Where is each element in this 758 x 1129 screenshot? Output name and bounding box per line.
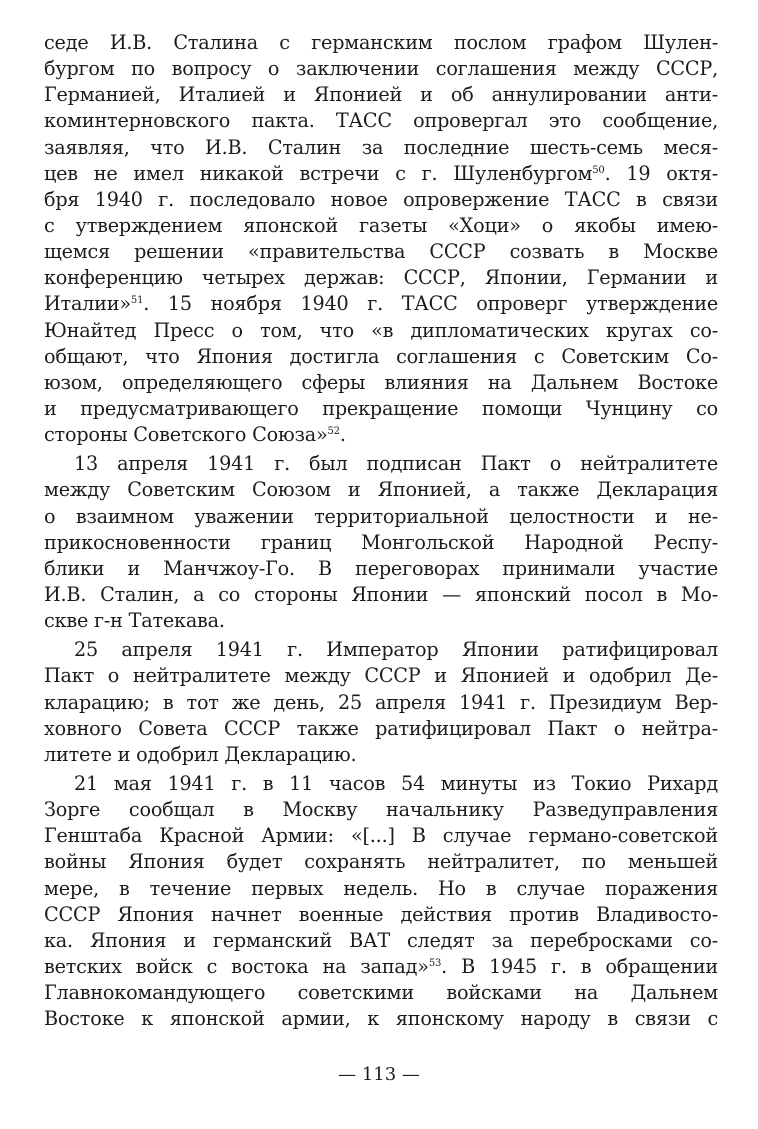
text-fragment: стороны Советского Союза»: [44, 423, 328, 447]
text-line: Зорге сообщал в Москву начальнику Разведуправления: [44, 798, 718, 822]
text-fragment: . 19 октя-: [604, 161, 718, 185]
text-line: ховного Совета СССР также ратифицировал Пакт о нейтра-: [44, 716, 718, 740]
footnote-ref-53: 53: [428, 957, 442, 969]
footnote-ref-52: 52: [327, 426, 340, 438]
text-line: бря 1940 г. последовало новое опровержение ТАСС в связи: [44, 187, 718, 211]
paragraph-start: 25 апреля 1941 г. Император Японии ратифицировал: [74, 638, 718, 662]
text-fragment: цев не имел никакой встречи с г. Шуленбургом: [44, 161, 593, 185]
text-fragment: Италии»: [44, 292, 131, 316]
text-line: заявляя, что И.В. Сталин за последние шесть-семь меся-: [44, 135, 718, 159]
text-fragment: . В 1945 г. в обращении: [441, 954, 718, 978]
text-line: СССР Япония начнет военные действия против Владивосто-: [44, 902, 718, 926]
text-line: Германией, Италией и Японией и об аннулировании анти-: [44, 83, 718, 107]
text-line: Востоке к японской армии, к японскому народу в связи с: [44, 1007, 718, 1031]
text-fragment: ветских войск с востока на запад»: [44, 954, 429, 978]
paragraph-start: 13 апреля 1941 г. был подписан Пакт о нейтралитете: [74, 452, 718, 476]
text-line: между Советским Союзом и Японией, а также Декларация: [44, 478, 718, 502]
text-line: И.В. Сталин, а со стороны Японии — японский посол в Мо-: [44, 582, 718, 606]
text-line: войны Япония будет сохранять нейтралитет, по меньшей: [44, 850, 718, 874]
text-line: скве г-н Татекава.: [44, 609, 225, 633]
text-line: [44, 291, 718, 317]
text-line: кларацию; в тот же день, 25 апреля 1941 г. Президиум Вер-: [44, 690, 718, 714]
text-line: прикосновенности границ Монгольской Народной Респу-: [44, 530, 718, 554]
text-line: [44, 954, 718, 980]
text-line: мере, в течение первых недель. Но в случае поражения: [44, 876, 718, 900]
text-line: юзом, определяющего сферы влияния на Дальнем Востоке: [44, 370, 718, 394]
text-fragment: .: [339, 423, 346, 447]
text-line: и предусматривающего прекращение помощи Чунцину со: [44, 396, 718, 420]
footnote-ref-51: 51: [130, 295, 144, 307]
text-line: блики и Манчжоу-Го. В переговорах принимали участие: [44, 556, 718, 580]
text-line: общают, что Япония достигла соглашения с Советским Со-: [44, 344, 718, 368]
text-line: Главнокомандующего советскими войсками на Дальнем: [44, 981, 718, 1005]
text-line: конференцию четырех держав: СССР, Японии, Германии и: [44, 266, 718, 290]
text-line: седе И.В. Сталина с германским послом графом Шулен-: [44, 31, 718, 54]
body-text: [44, 30, 718, 1032]
paragraph-start: 21 мая 1941 г. в 11 часов 54 минуты из Токио Рихард: [74, 771, 718, 795]
page-number: — 113 —: [338, 1064, 420, 1085]
text-line: Генштаба Красной Армии: «[...] В случае германо-советской: [44, 824, 718, 848]
text-line: о взаимном уважении территориальной целостности и не-: [44, 504, 718, 528]
text-line: [44, 161, 718, 187]
footnote-ref-50: 50: [592, 164, 605, 176]
text-line: с утверждением японской газеты «Хоци» о якобы имею-: [44, 213, 718, 237]
text-line: бургом по вопросу о заключении соглашения между СССР,: [44, 57, 718, 81]
text-line: Пакт о нейтралитете между СССР и Японией и одобрил Де-: [44, 664, 718, 688]
text-line: коминтерновского пакта. ТАСС опровергал это сообщение,: [44, 109, 718, 133]
text-line: Юнайтед Пресс о том, что «в дипломатических кругах со-: [44, 318, 718, 342]
text-line: ка. Япония и германский ВАТ следят за перебросками со-: [44, 928, 718, 952]
text-fragment: . 15 ноября 1940 г. ТАСС опроверг утверждение: [143, 292, 718, 316]
text-line: щемся решении «правительства СССР созвать в Москве: [44, 240, 718, 264]
text-line: [44, 422, 718, 448]
text-line: литете и одобрил Декларацию.: [44, 742, 357, 766]
